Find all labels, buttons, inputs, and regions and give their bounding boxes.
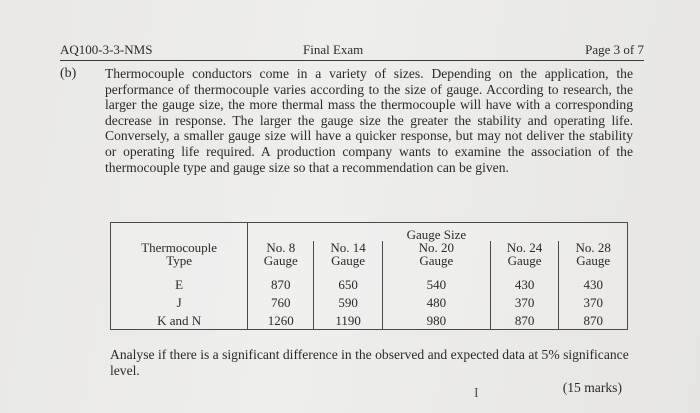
data-table — [110, 222, 628, 330]
column-header: No. 24 Gauge — [490, 241, 559, 276]
value-cell: 980 — [382, 311, 490, 329]
question-label: (b) — [60, 66, 77, 81]
value-cell: 480 — [382, 294, 490, 312]
course-code: AQ100-3-3-NMS — [60, 42, 153, 57]
value-cell: 1260 — [248, 311, 314, 329]
column-header: No. 8 Gauge — [248, 241, 314, 276]
table-row — [111, 276, 628, 294]
value-cell: 760 — [248, 294, 314, 312]
column-header: No. 14 Gauge — [314, 241, 383, 276]
value-cell: 590 — [314, 294, 383, 312]
value-cell: 370 — [559, 294, 628, 312]
value-cell: 870 — [559, 311, 628, 329]
value-cell: 870 — [490, 311, 559, 329]
row-header: Thermocouple Type — [111, 241, 248, 276]
column-header: No. 20 Gauge — [382, 241, 490, 276]
type-cell: J — [111, 294, 248, 312]
text-cursor-icon: I — [474, 386, 479, 401]
type-cell: E — [111, 276, 248, 294]
table-row — [111, 294, 628, 312]
page-header — [60, 42, 644, 61]
value-cell: 870 — [248, 276, 314, 294]
table-row — [111, 311, 628, 329]
value-cell: 370 — [490, 294, 559, 312]
page-number: Page 3 of 7 — [585, 42, 644, 57]
exam-title: Final Exam — [303, 42, 364, 57]
question-text: Thermocouple conductors come in a variety of sizes. Depending on the application, the performance of thermocouple varies according to the size of gauge. According to research, the larger the gauge size, the more thermal mass the thermocouple will have with a corresponding decrease in response. The larger the gauge size the greater the stability and operating life. Conversely, a smaller gauge size will have a quicker response, but may not deliver the stability or operating life required. A production company wants to examine the association of the thermocouple type and gauge size so that a recommendation can be given. — [105, 66, 633, 175]
type-cell: K and N — [111, 311, 248, 329]
group-header: Gauge Size — [382, 223, 490, 242]
marks-label: (15 marks) — [562, 380, 622, 395]
value-cell: 650 — [314, 276, 383, 294]
value-cell: 540 — [382, 276, 490, 294]
instruction-text: Analyse if there is a significant difference in the observed and expected data at 5% significance level. — [110, 347, 629, 378]
value-cell: 430 — [559, 276, 628, 294]
value-cell: 1190 — [314, 311, 383, 329]
column-header: No. 28 Gauge — [559, 241, 628, 276]
value-cell: 430 — [490, 276, 559, 294]
